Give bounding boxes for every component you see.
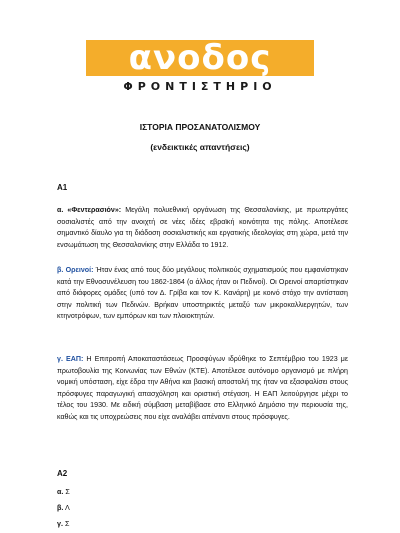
answer-a2-beta [57,503,70,512]
answer-a1-gamma [57,354,348,424]
answer-value: Λ [65,503,70,512]
answer-text: Η Επιτροπή Αποκαταστάσεως Προσφύγων ιδρύθηκε το Σεπτέμβριο του 1923 με πρωτοβουλία της Κοινωνίας των Εθνών (ΚΤΕ). Αποτέλεσε αυτόνομο οργανισμό με πλήρη νομική υπόσταση, είχε έδρα την Αθήνα και βασική αποστολή της ήταν να εξασφαλίσει στους πρόσφυγες παραγωγική απασχόληση και οριστική στέγαση. Η ΕΑΠ λειτούργησε μέχρι το τέλος του 1930. Με ειδική σύμβαση μεταβίβασε στο Ελληνικό Δημόσιο την περιουσία της, καθώς και τις υποχρεώσεις που είχε αναλάβει απέναντι στους πρόσφυγες. [57,355,348,421]
answer-label: β. [57,503,64,512]
answer-text: Ήταν ένας από τους δύο μεγάλους πολιτικούς σχηματισμούς που εμφανίστηκαν κατά την Εθνοσυνέλευση του 1862-1864 (ο άλλος ήταν οι Πεδινοί). Οι Ορεινοί απαρτίστηκαν από διάφορες ομάδες (υπό τον Δ. Γρίβα και τον Κ. Κανάρη) με κοινό στόχο την αντίσταση στην πολιτική των Πεδινών. Βρήκαν υποστηρικτές μεταξύ των μικροκαλλιεργητών, των κτηνοτρόφων, των εμπόρων και των πλοιοκτητών. [57,266,348,321]
answer-lead: α. «Φεντερασιόν»: [57,206,122,214]
logo-word: ανοδος [128,38,272,78]
logo-band [86,40,314,76]
answer-text: Μεγάλη πολυεθνική οργάνωση της Θεσσαλονίκης, με πρωτεργάτες σοσιαλιστές από την ανοιχτή σε νέες ιδέες εβραϊκή κοινότητα της πόλης. Αποτέλεσε σημαντικό δίαυλο για τη διάδοση σοσιαλιστικής και εργατικής ιδεολογίας στη χώρα, μετά την ενσωμάτωση της Θεσσαλονίκης στην Ελλάδα το 1912. [57,206,349,249]
document-title: ΙΣΤΟΡΙΑ ΠΡΟΣΑΝΑΤΟΛΙΣΜΟΥ [139,122,261,132]
logo-subtitle: ΦΡΟΝΤΙΣΤΗΡΙΟ [123,80,277,93]
answer-value: Σ [65,487,70,496]
logo [86,40,314,96]
answer-a1-beta [57,265,348,323]
answer-label: γ. [57,519,63,528]
answer-label: α. [57,487,64,496]
answer-lead: γ. ΕΑΠ: [57,355,84,363]
section-a1-heading: Α1 [57,183,68,192]
answer-a1-alpha [57,205,348,251]
answer-a2-gamma [57,519,69,528]
section-a2-heading: Α2 [57,469,68,478]
answer-a2-alpha [57,487,70,496]
document-subtitle: (ενδεικτικές απαντήσεις) [150,142,250,152]
answer-value: Σ [65,519,70,528]
answer-lead: β. Ορεινοί: [57,266,94,274]
